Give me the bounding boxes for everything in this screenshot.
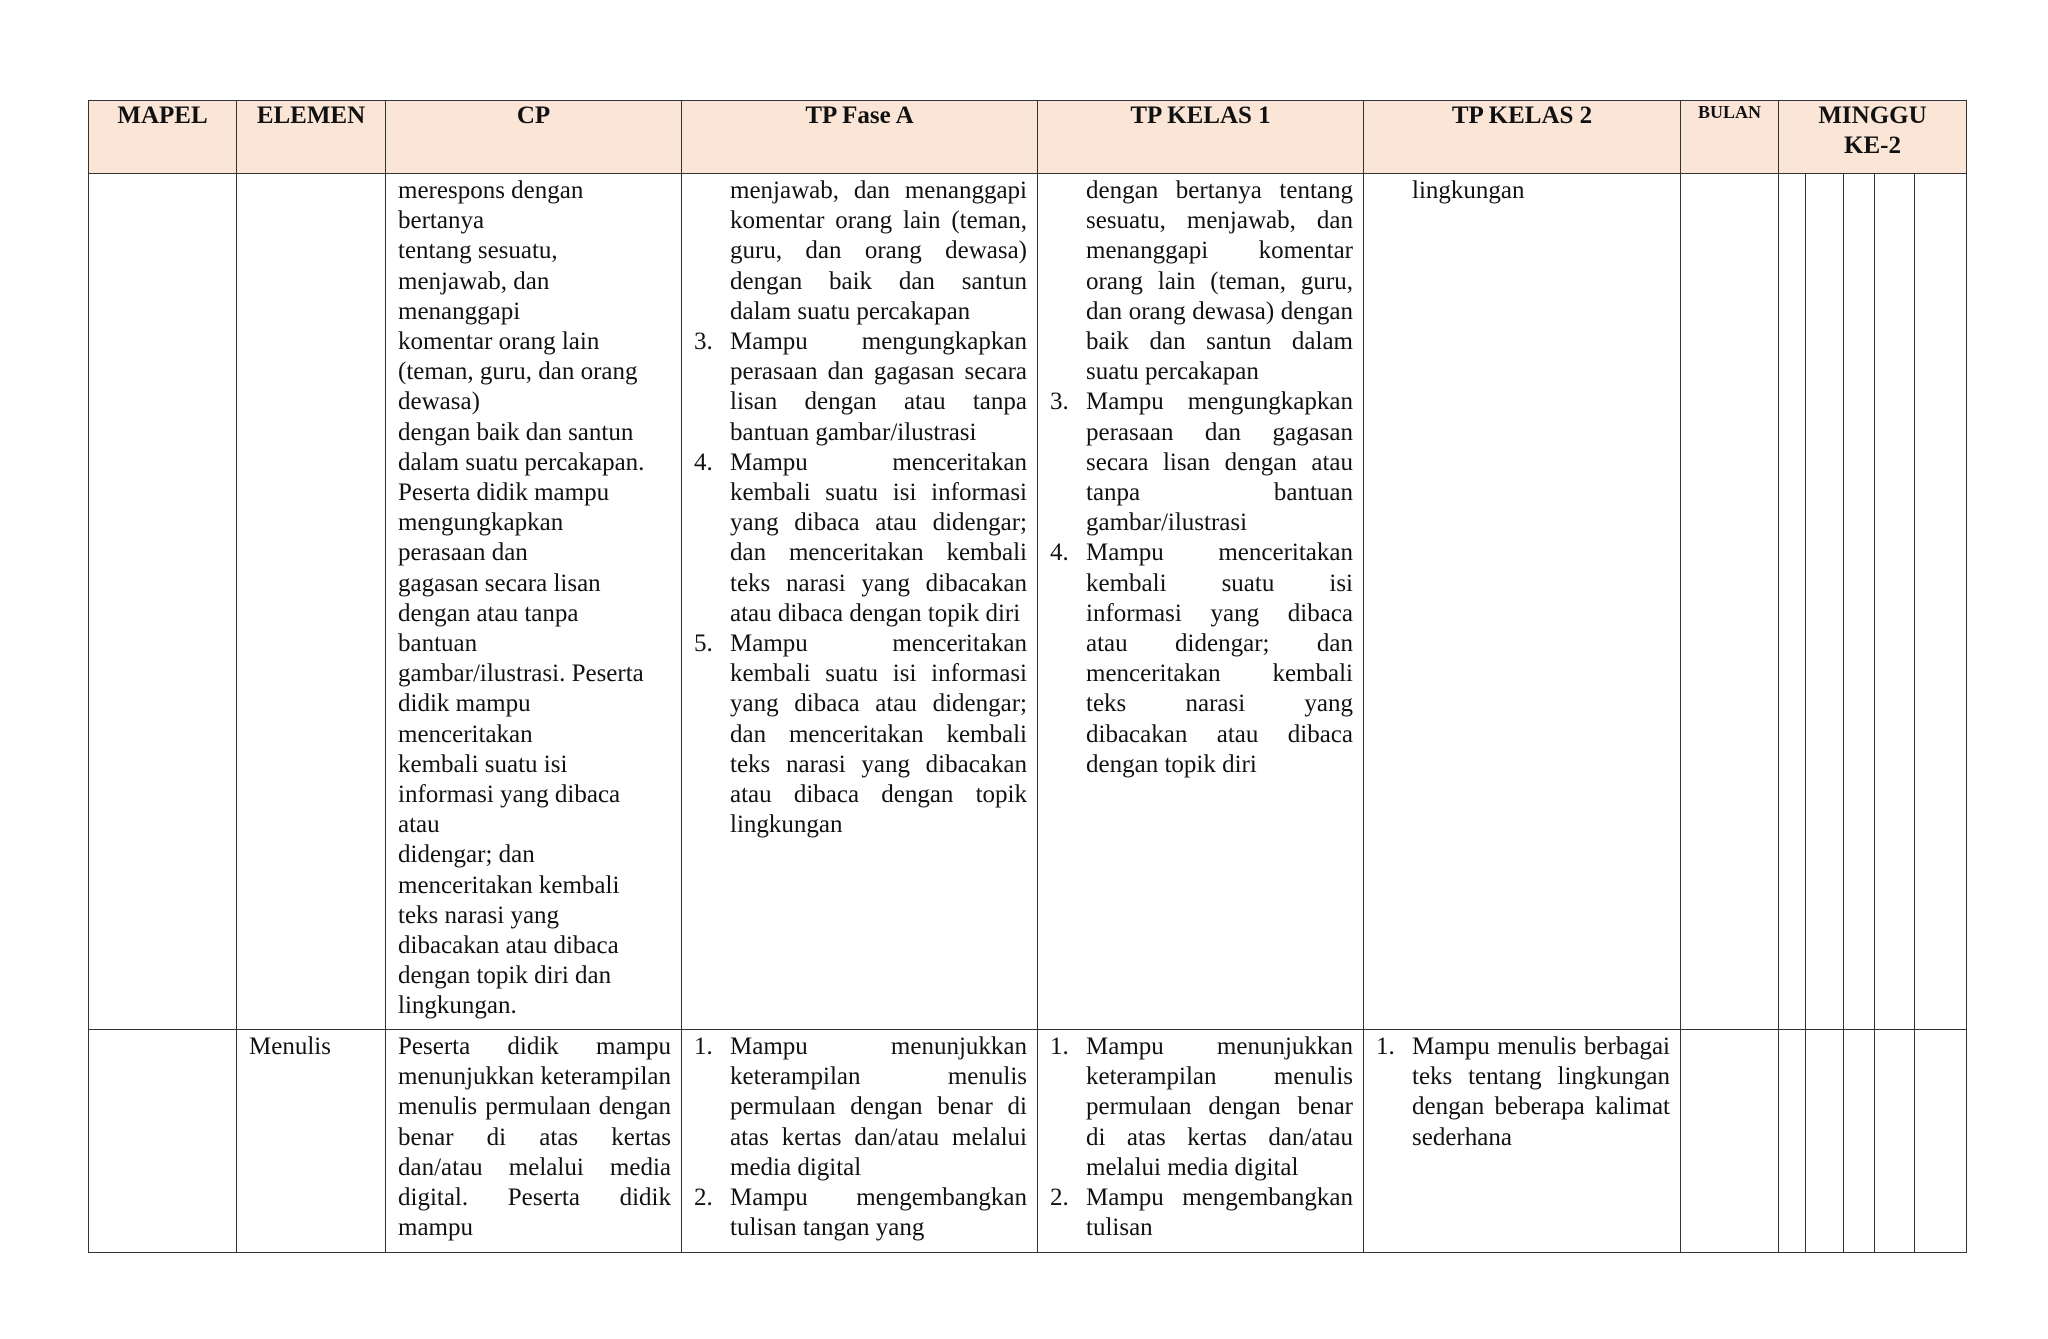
cp-line: (teman, guru, dan orang [398, 358, 638, 386]
list-text: Mampu menulis berbagai teks tentang lingkungan dengan beberapa kalimat sederhana [1412, 1033, 1670, 1151]
minggu-subcol [1779, 1030, 1806, 1252]
list-number: 3. [694, 328, 713, 356]
header-tp-kelas-1: TP KELAS 1 [1038, 101, 1364, 174]
cp-line: gambar/ilustrasi. Peserta [398, 660, 644, 688]
list-item [694, 1032, 1027, 1183]
cp-line: didengar; dan [398, 841, 535, 869]
tp-fase-a-cell [682, 1030, 1038, 1253]
header-mapel: MAPEL [89, 101, 237, 174]
cp-line: bertanya [398, 207, 485, 235]
cp-line: merespons dengan [398, 177, 584, 204]
elemen-cell [237, 174, 386, 1030]
header-cp: CP [386, 101, 682, 174]
list-text: Mampu menceritakan kembali suatu isi informasi yang dibaca atau didengar; dan menceritakan kembali teks narasi yang dibacakan atau dibaca dengan topik lingkungan [730, 630, 1027, 839]
cp-line: dewasa) [398, 388, 480, 416]
list-number: 4. [694, 448, 713, 476]
header-elemen: ELEMEN [237, 101, 386, 174]
list-text: Mampu menceritakan kembali suatu isi informasi yang dibaca atau didengar; dan menceritakan kembali teks narasi yang dibacakan atau dibaca dengan topik diri [1086, 539, 1353, 778]
minggu-subcol [1875, 1030, 1915, 1252]
tp-kelas-1-cell [1038, 174, 1364, 1030]
cp-line: dengan topik diri dan [398, 962, 612, 990]
tp-fase-a-list [682, 1030, 1037, 1243]
minggu-subcol [1806, 174, 1844, 1029]
cp-line: komentar orang lain [398, 328, 600, 356]
elemen-cell [237, 1030, 386, 1253]
header-tp-fase-a: TP Fase A [682, 101, 1038, 174]
minggu-subcolumns [1779, 1030, 1966, 1252]
list-item [694, 327, 1027, 448]
list-text: Mampu menunjukkan keterampilan menulis permulaan dengan benar di atas kertas dan/atau melalui media digital [1086, 1033, 1353, 1181]
list-number: 5. [694, 630, 713, 658]
tp-kelas-1-list [1038, 1030, 1363, 1243]
list-text: Mampu mengungkapkan perasaan dan gagasan secara lisan dengan atau tanpa bantuan gambar/ilustrasi [1086, 388, 1353, 537]
list-item [1050, 387, 1353, 538]
bulan-cell [1681, 1030, 1779, 1253]
table-header-row [89, 101, 1967, 174]
list-number: 1. [1050, 1033, 1069, 1060]
tp-kelas-2-list [1364, 1030, 1680, 1153]
cp-line: bantuan [398, 630, 478, 658]
minggu-subcol [1915, 1030, 1966, 1252]
minggu-cell [1779, 174, 1967, 1030]
tp-kelas-1-continuation: dengan bertanya tentang sesuatu, menjawab, dan menanggapi komentar orang lain (teman, guru, dan orang dewasa) dengan baik dan santun dalam suatu percakapan [1086, 177, 1353, 386]
cp-line: perasaan dan [398, 539, 528, 567]
list-text: Mampu mengembangkan tulisan tangan yang [730, 1184, 1027, 1242]
cp-cell [386, 1030, 682, 1253]
header-bulan: BULAN [1681, 101, 1779, 174]
tp-fase-a-list [694, 327, 1027, 840]
list-item [1050, 538, 1353, 780]
cp-line: dengan baik dan santun [398, 418, 634, 446]
minggu-subcolumns [1779, 174, 1966, 1029]
cp-text: Peserta didik mampu menunjukkan keterampilan menulis permulaan dengan benar di atas kertas dan/atau melalui media digital. Peserta didik mampu [398, 1033, 671, 1242]
list-number: 4. [1050, 539, 1069, 567]
cp-line: didik mampu [398, 690, 531, 718]
header-tp-kelas-2: TP KELAS 2 [1364, 101, 1681, 174]
header-minggu [1779, 101, 1967, 174]
tp-kelas-2-text [1364, 174, 1680, 206]
minggu-subcol [1844, 174, 1875, 1029]
minggu-subcol [1844, 1030, 1875, 1252]
cp-line: gagasan secara lisan [398, 569, 601, 597]
cp-line: menceritakan kembali [398, 871, 620, 899]
cp-line: mengungkapkan [398, 509, 564, 537]
curriculum-table [88, 100, 1967, 1253]
list-item [1050, 1032, 1353, 1183]
minggu-subcol [1779, 174, 1806, 1029]
list-item [694, 1183, 1027, 1243]
tp-kelas-1-cell [1038, 1030, 1364, 1253]
cp-line: informasi yang dibaca [398, 781, 621, 809]
cp-cell [386, 174, 682, 1030]
cp-line: tentang sesuatu, [398, 237, 558, 265]
list-text: Mampu mengembangkan tulisan [1086, 1184, 1353, 1242]
cp-line: teks narasi yang [398, 901, 560, 929]
cp-line: dibacakan atau dibaca [398, 932, 619, 960]
list-item [694, 448, 1027, 629]
list-number: 1. [694, 1033, 713, 1060]
list-item [1050, 1183, 1353, 1243]
list-item [694, 629, 1027, 840]
list-number: 3. [1050, 388, 1069, 416]
mapel-cell [89, 174, 237, 1030]
minggu-subcol [1915, 174, 1966, 1029]
cp-text [386, 174, 681, 1022]
table-row [89, 174, 1967, 1030]
cp-line: menceritakan [398, 720, 533, 748]
table-row [89, 1030, 1967, 1253]
minggu-subcol [1875, 174, 1915, 1029]
mapel-cell [89, 1030, 237, 1253]
tp-fase-a-continuation: menjawab, dan menanggapi komentar orang lain (teman, guru, dan orang dewasa) dengan baik dan santun dalam suatu percakapan [730, 177, 1027, 325]
tp-fase-a-text [682, 174, 1037, 840]
tp-kelas-2-cell [1364, 1030, 1681, 1253]
list-item [1376, 1032, 1670, 1153]
list-text: Mampu menunjukkan keterampilan menulis permulaan dengan benar di atas kertas dan/atau melalui media digital [730, 1033, 1027, 1181]
cp-line: kembali suatu isi [398, 750, 568, 778]
minggu-cell [1779, 1030, 1967, 1253]
tp-kelas-2-cell [1364, 174, 1681, 1030]
list-text: Mampu menceritakan kembali suatu isi informasi yang dibaca atau didengar; dan menceritakan kembali teks narasi yang dibacakan atau dibaca dengan topik diri [730, 448, 1027, 627]
list-text: Mampu mengungkapkan perasaan dan gagasan secara lisan dengan atau tanpa bantuan gambar/ilustrasi [730, 328, 1027, 446]
tp-fase-a-cell [682, 174, 1038, 1030]
elemen-text [237, 174, 385, 176]
cp-line: atau [398, 811, 440, 839]
header-minggu-label: MINGGU KE-2 [1818, 102, 1927, 159]
tp-kelas-1-list [1050, 387, 1353, 780]
tp-kelas-1-text [1038, 174, 1363, 780]
cp-line: lingkungan. [398, 992, 517, 1020]
bulan-cell [1681, 174, 1779, 1030]
list-number: 2. [694, 1184, 713, 1212]
tp-kelas-2-continuation: lingkungan [1412, 177, 1525, 204]
list-number: 1. [1376, 1033, 1395, 1060]
cp-line: Peserta didik mampu [398, 479, 610, 507]
minggu-subcol [1806, 1030, 1844, 1252]
list-number: 2. [1050, 1184, 1069, 1212]
cp-line: dalam suatu percakapan. [398, 448, 645, 476]
elemen-text: Menulis [249, 1033, 331, 1060]
cp-line: menanggapi [398, 297, 521, 325]
cp-line: dengan atau tanpa [398, 599, 579, 627]
cp-line: menjawab, dan [398, 267, 550, 295]
